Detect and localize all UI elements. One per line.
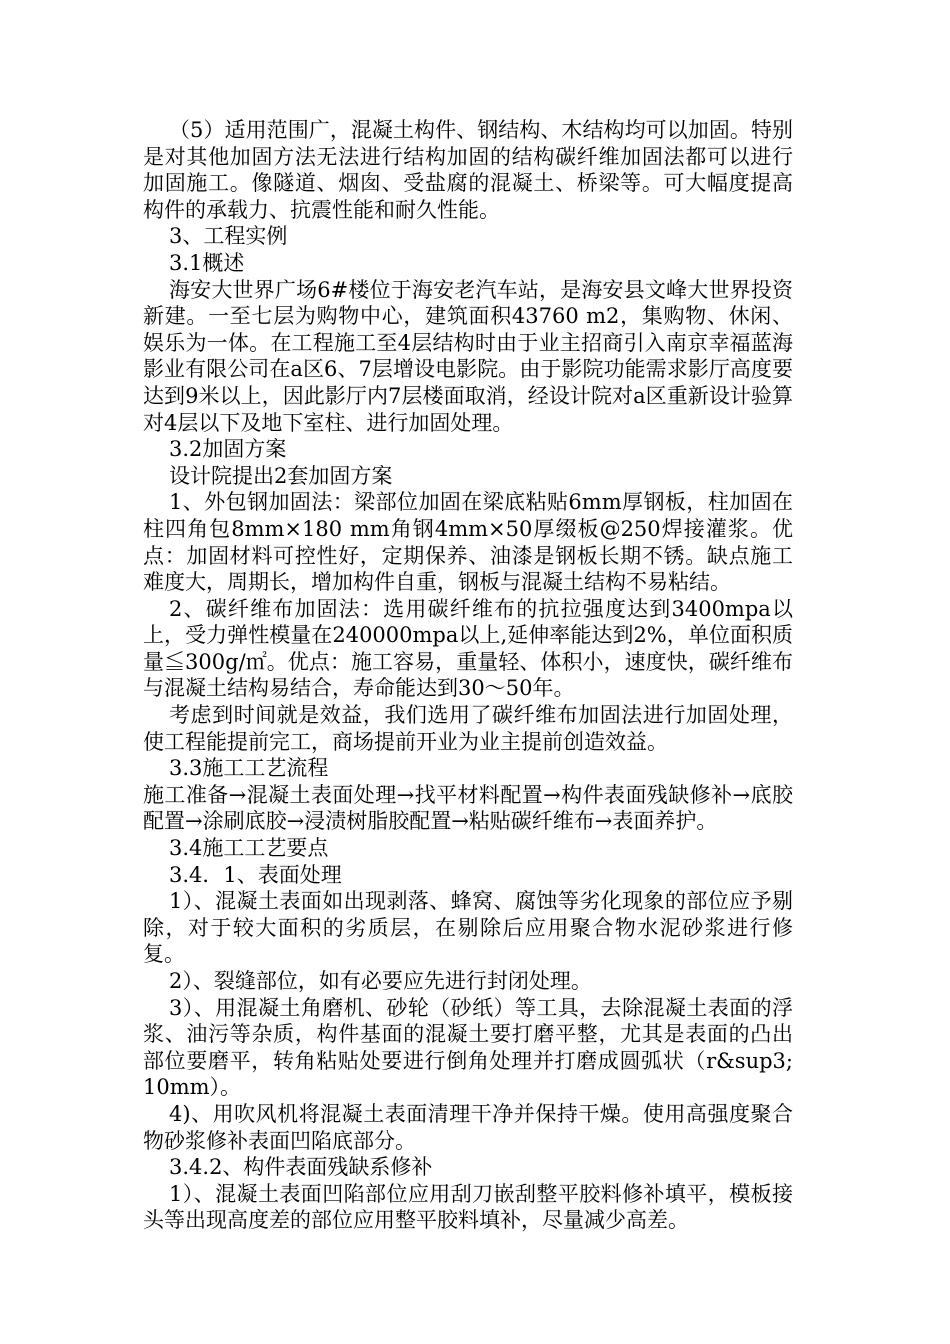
paragraph-decision: 考虑到时间就是效益，我们选用了碳纤维布加固法进行加固处理，使工程能提前完工，商场提前开业为业主提前创造效益。 [143,703,793,754]
heading-key-points: 3.4施工工艺要点 [169,836,329,861]
paragraph-applicability: （5）适用范围广，混凝土构件、钢结构、木结构均可以加固。特别是对其他加固方法无法进行结构加固的结构碳纤维加固法都可以进行加固施工。像隧道、烟囱、受盐腐的混凝土、桥梁等。可大幅度提高构件的承载力、抗震性能和耐久性能。 [143,118,793,222]
paragraph-overview: 海安大世界广场6#楼位于海安老汽车站，是海安县文峰大世界投资新建。一至七层为购物中心，建筑面积43760 m2，集购物、休闲、娱乐为一体。在工程施工至4层结构时由于业主招商引入南京幸福蓝海影业有限公司在a区6、7层增设电影院。由于影院功能需求影厅高度要达到9米以上，因此影厅内7层楼面取消，经设计院对a区重新设计验算对4层以下及地下室柱、进行加固处理。 [143,277,793,435]
paragraph-surface-step-2: 2）、裂缝部位，如有必要应先进行封闭处理。 [169,969,592,993]
paragraph-plan-intro: 设计院提出2套加固方案 [169,463,393,488]
paragraph-process-flow: 施工准备→混凝土表面处理→找平材料配置→构件表面残缺修补→底胶配置→涂刷底胶→浸渍树脂胶配置→粘贴碳纤维布→表面养护。 [143,782,793,834]
paragraph-surface-step-1: 1）、混凝土表面如出现剥落、蜂窝、腐蚀等劣化现象的部位应予剔除，对于较大面积的劣质层，在剔除后应用聚合物水泥砂浆进行修复。 [143,889,793,967]
paragraph-surface-step-3: 3）、用混凝土角磨机、砂轮（砂纸）等工具，去除混凝土表面的浮浆、油污等杂质，构件基面的混凝土要打磨平整，尤其是表面的凸出部位要磨平，转角粘贴处要进行倒角处理并打磨成圆弧状（r&sup3; 10mm）。 [143,995,793,1100]
paragraph-steel-method: 1、外包钢加固法：梁部位加固在梁底粘贴6mm厚钢板，柱加固在柱四角包8mm×180 mm角钢4mm×50厚缀板@250焊接灌浆。优点：加固材料可控性好，定期保养、油漆是钢板长期不锈。缺点施工难度大，周期长，增加构件自重，钢板与混凝土结构不易粘结。 [143,490,793,595]
heading-defect-repair: 3.4.2、构件表面残缺系修补 [169,1155,433,1180]
heading-surface-treatment: 3.4．1、表面处理 [169,862,342,887]
heading-reinforcement-plan: 3.2加固方案 [169,437,287,462]
heading-overview: 3.1概述 [169,250,245,275]
heading-process-flow: 3.3施工工艺流程 [169,756,329,781]
paragraph-carbon-fiber-method: 2、碳纤维布加固法：选用碳纤维布的抗拉强度达到3400mpa以上，受力弹性模量在240000mpa以上,延伸率能达到2%，单位面积质量≦300g/㎡。优点：施工容易，重量轻、体积小，速度快，碳纤维布与混凝土结构易结合，寿命能达到30～50年。 [143,596,793,701]
paragraph-surface-step-4: 4)、用吹风机将混凝土表面清理干净并保持干燥。使用高强度聚合物砂浆修补表面凹陷底部分。 [143,1101,793,1153]
document-body [143,117,793,1234]
heading-engineering-example: 3、工程实例 [169,224,288,249]
paragraph-defect-step-1: 1）、混凝土表面凹陷部位应用刮刀嵌刮整平胶料修补填平，模板接头等出现高度差的部位应用整平胶料填补，尽量减少高差。 [143,1181,793,1233]
